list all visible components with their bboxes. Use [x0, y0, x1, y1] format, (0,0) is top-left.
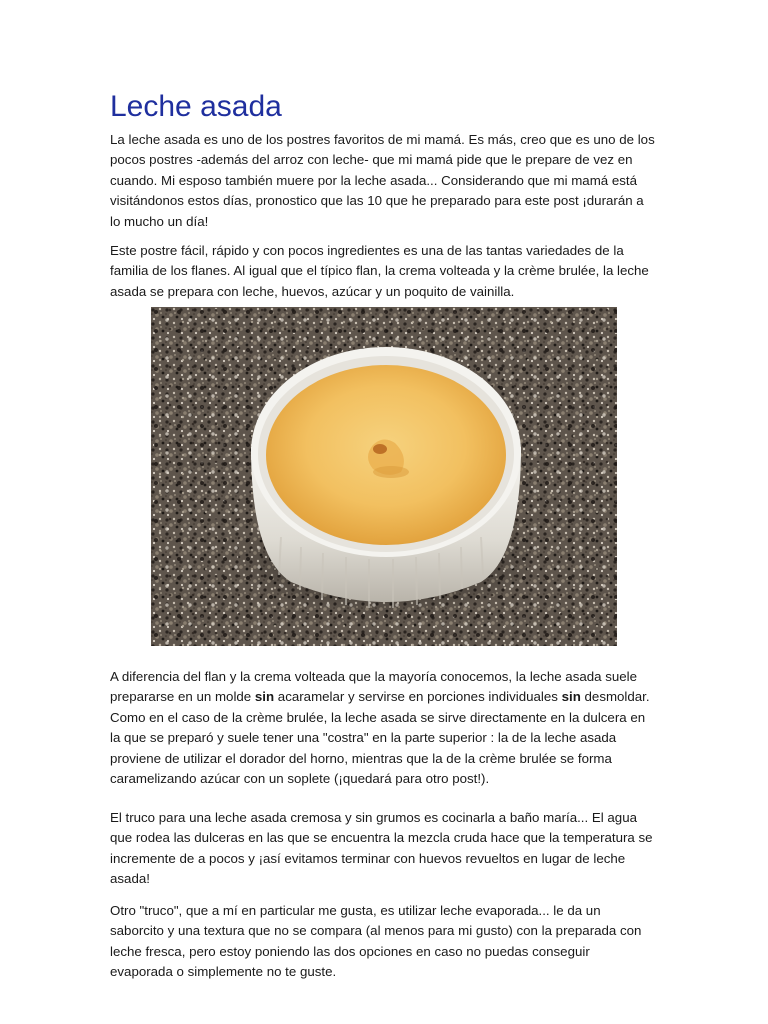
leche-asada-photo	[151, 307, 617, 646]
text-segment: desmoldar. Como en el caso de la crème brulée, la leche asada se sirve directamente en la dulcera en la que se preparó y suele tener una "costra" en la parte superior : la de la leche asada proviene de utilizar el dorador del horno, mientras que la de la crème brulée se forma caramelizando azúcar con un soplete (¡quedará para otro post!).	[110, 689, 650, 787]
article-title: Leche asada	[110, 90, 282, 123]
paragraph-evaporated-milk: Otro "truco", que a mí en particular me gusta, es utilizar leche evaporada... le da un saborcito y una textura que no se compara (al menos para mi gusto) con la preparada con leche fresca, pero estoy poniendo las dos opciones en caso no puedas conseguir evaporada o simplemente no te guste.	[110, 903, 642, 980]
paragraph-description: Este postre fácil, rápido y con pocos ingredientes es una de las tantas variedades de la familia de los flanes. Al igual que el típico flan, la crema volteada y la crème brulée, la leche asada se prepara con leche, huevos, azúcar y un poquito de vainilla.	[110, 243, 649, 299]
paragraph-intro: La leche asada es uno de los postres favoritos de mi mamá. Es más, creo que es uno de los pocos postres -además del arroz con leche- que mi mamá pide que le prepare de vez en cuando. Mi esposo también muere por la leche asada... Considerando que mi mamá está visitándonos estos días, pronostico que las 10 que he preparado para este post ¡durarán a lo mucho un día!	[110, 132, 655, 229]
paragraph-trick: El truco para una leche asada cremosa y sin grumos es cocinarla a baño maría... El agua que rodea las dulceras en las que se encuentra la mezcla cruda hace que la temperatura se incremente de a pocos y ¡así evitamos terminar con huevos revueltos en lugar de leche asada!	[110, 810, 653, 887]
text-segment: A diferencia del flan y la crema volteada que la mayoría conocemos, la leche asada suele prepararse en un molde	[110, 669, 638, 705]
article	[110, 88, 655, 302]
text-segment: acaramelar y servirse en porciones individuales	[274, 689, 562, 705]
bold-word-sin: sin	[254, 689, 275, 705]
paragraph-difference	[110, 667, 655, 789]
bold-word-sin: sin	[561, 689, 581, 705]
